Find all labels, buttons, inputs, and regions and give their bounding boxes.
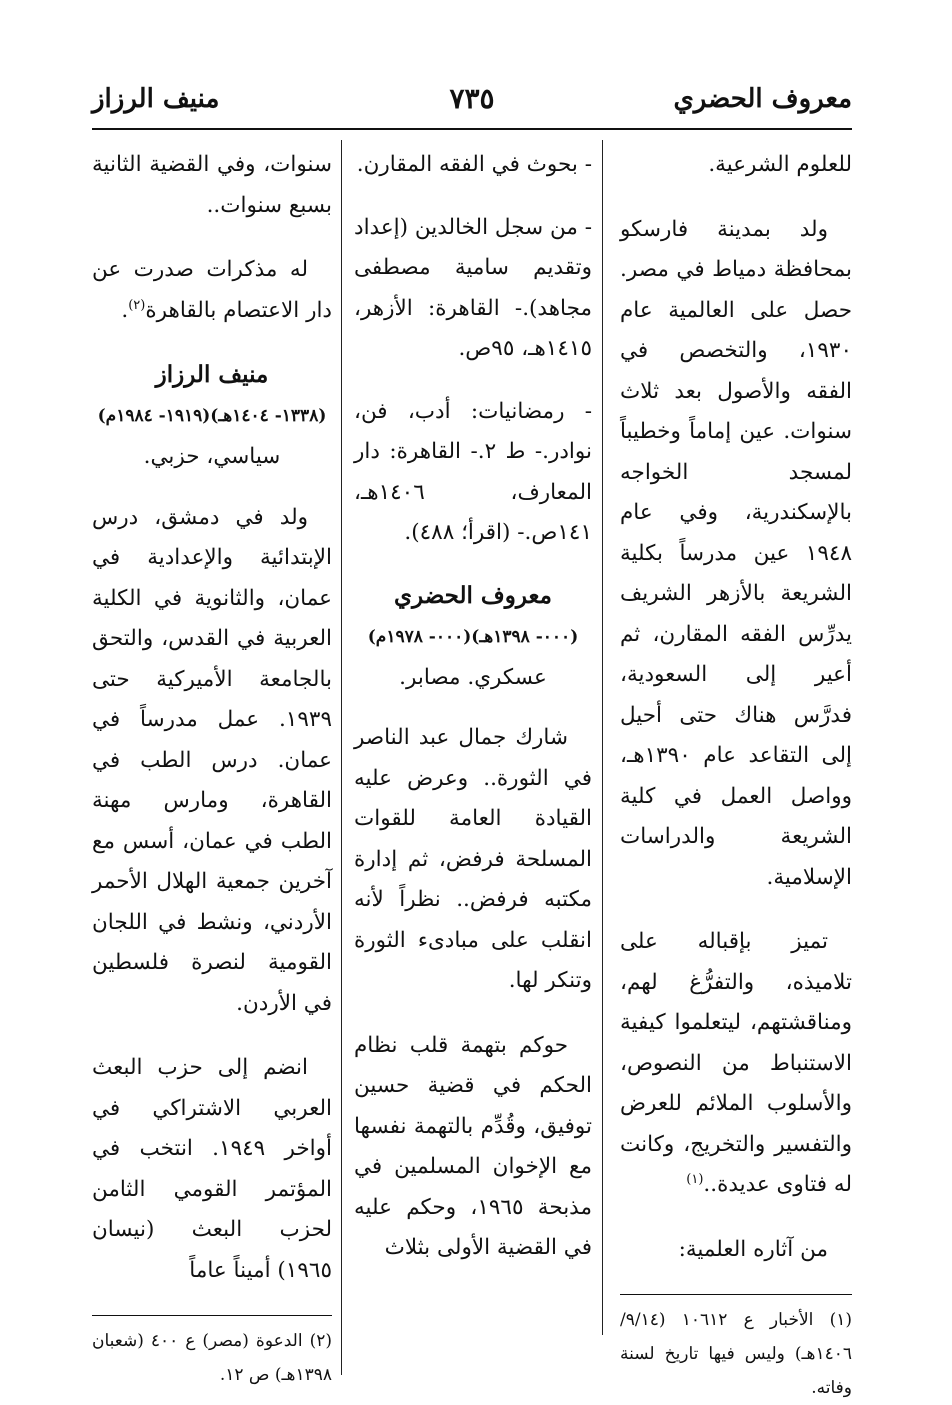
column-right — [620, 145, 852, 1405]
bibliography-item: - من سجل الخالدين (إعداد وتقديم سامية مصطفى مجاهد).- القاهرة: الأزهر، ١٤١٥هـ، ٩٥ص. — [354, 214, 592, 361]
paragraph-text: تميز بإقباله على تلاميذه، والتفرُّغ لهم، ومناقشتهم، ليتعلموا كيفية الاستنباط من النصوص، والأسلوب الملائم للعرض والتفسير والتخريج، وكانت له فتاوى عديدة.. — [620, 929, 852, 1197]
column-divider-right — [602, 140, 603, 1335]
entry-role: عسكري. مصابر. — [399, 664, 547, 690]
page-number: ٧٣٥ — [449, 82, 495, 115]
column-divider-left — [341, 140, 342, 1375]
footnote: (١) الأخبار ع ١٠٦١٢ (٩/١٤/ ١٤٠٦هـ) وليس فيها تاريخ لسنة وفاته. — [620, 1310, 852, 1398]
paragraph: ولد في دمشق، درس الإبتدائية والإعدادية في عمان، والثانوية في الكلية العربية في القدس، والتحق بالجامعة الأميركية حتى ١٩٣٩. عمل مدرساً في عمان. درس الطب في القاهرة، ومارس مهنة الطب في عمان، أسس مع آخرين جمعية الهلال الأحمر الأردني، ونشط في اللجان القومية لنصرة فلسطين في الأردن. — [92, 504, 332, 1016]
paragraph — [620, 922, 852, 1206]
paragraph: انضم إلى حزب البعث العربي الاشتراكي في أواخر ١٩٤٩. انتخب في المؤتمر القومي الثامن لحزب البعث (نيسان ١٩٦٥) أميناً عاماً — [92, 1055, 332, 1283]
column-middle — [354, 145, 592, 1293]
footnote-marker: (١) — [686, 1171, 704, 1187]
footnote-rule — [92, 1315, 332, 1316]
bibliography-item: - بحوث في الفقه المقارن. — [356, 152, 592, 177]
footnote-rule — [620, 1294, 852, 1295]
paragraph: ولد بمدينة فارسكو بمحافظة دمياط في مصر. حصل على العالمية عام ١٩٣٠، والتخصص في الفقه والأصول بعد ثلاث سنوات. عين إماماً وخطيباً لمسجد الخواجه بالإسكندرية، وفي عام ١٩٤٨ عين مدرساً بكلية الشريعة بالأزهر الشريف يدرِّس الفقه المقارن، ثم أعير إلى السعودية، فدرَّس هناك حتى أحيل إلى التقاعد عام ١٣٩٠هـ، وواصل العمل في كلية الشريعة والدراسات الإسلامية. — [620, 216, 852, 890]
entry-name: معروف الحضري — [394, 581, 552, 609]
paragraph-end: . — [121, 297, 129, 323]
paragraph: للعلوم الشرعية. — [708, 152, 852, 177]
section-label: من آثاره العلمية: — [678, 1236, 828, 1262]
entry-role: سياسي، حزبي. — [143, 444, 281, 469]
paragraph-text: له مذكرات صدرت عن دار الاعتصام بالقاهرة — [92, 257, 332, 323]
column-left — [92, 145, 332, 1392]
paragraph: سنوات، وفي القضية الثانية بسبع سنوات.. — [92, 152, 332, 218]
paragraph: حوكم بتهمة قلب نظام الحكم في قضية حسين توفيق، وقُدِّم بالتهمة نفسها مع الإخوان المسلمين في مذبحة ١٩٦٥، وحكم عليه في القضية الأولى بثلاث — [354, 1032, 592, 1260]
running-header — [92, 80, 852, 126]
paragraph — [92, 250, 332, 331]
header-left-title: منيف الرزاز — [92, 84, 220, 114]
bibliography-item: - رمضانيات: أدب، فن، نوادر.- ط ٢.- القاهرة: دار المعارف، ١٤٠٦هـ، ١٤١ص.- (اقرأ؛ ٤٨٨). — [354, 398, 592, 545]
header-rule — [92, 128, 852, 130]
footnote: (٢) الدعوة (مصر) ع ٤٠٠ (شعبان ١٣٩٨هـ) ص ١٢. — [92, 1331, 332, 1385]
entry-dates: (٠٠٠- ١٣٩٨هـ)(٠٠٠- ١٩٧٨م) — [367, 626, 579, 647]
entry-dates: (١٣٣٨- ١٤٠٤هـ)(١٩١٩- ١٩٨٤م) — [97, 406, 327, 426]
paragraph: شارك جمال عبد الناصر في الثورة.. وعرض عليه القيادة العامة للقوات المسلحة فرفض، ثم إدارة مكتبه فرفض.. نظراً لأنه انقلب على مبادىء الثورة وتنكر لها. — [354, 725, 592, 993]
header-right-title: معروف الحضري — [673, 84, 852, 114]
entry-name: منيف الرزاز — [155, 361, 269, 388]
footnote-marker: (٢) — [128, 297, 146, 313]
